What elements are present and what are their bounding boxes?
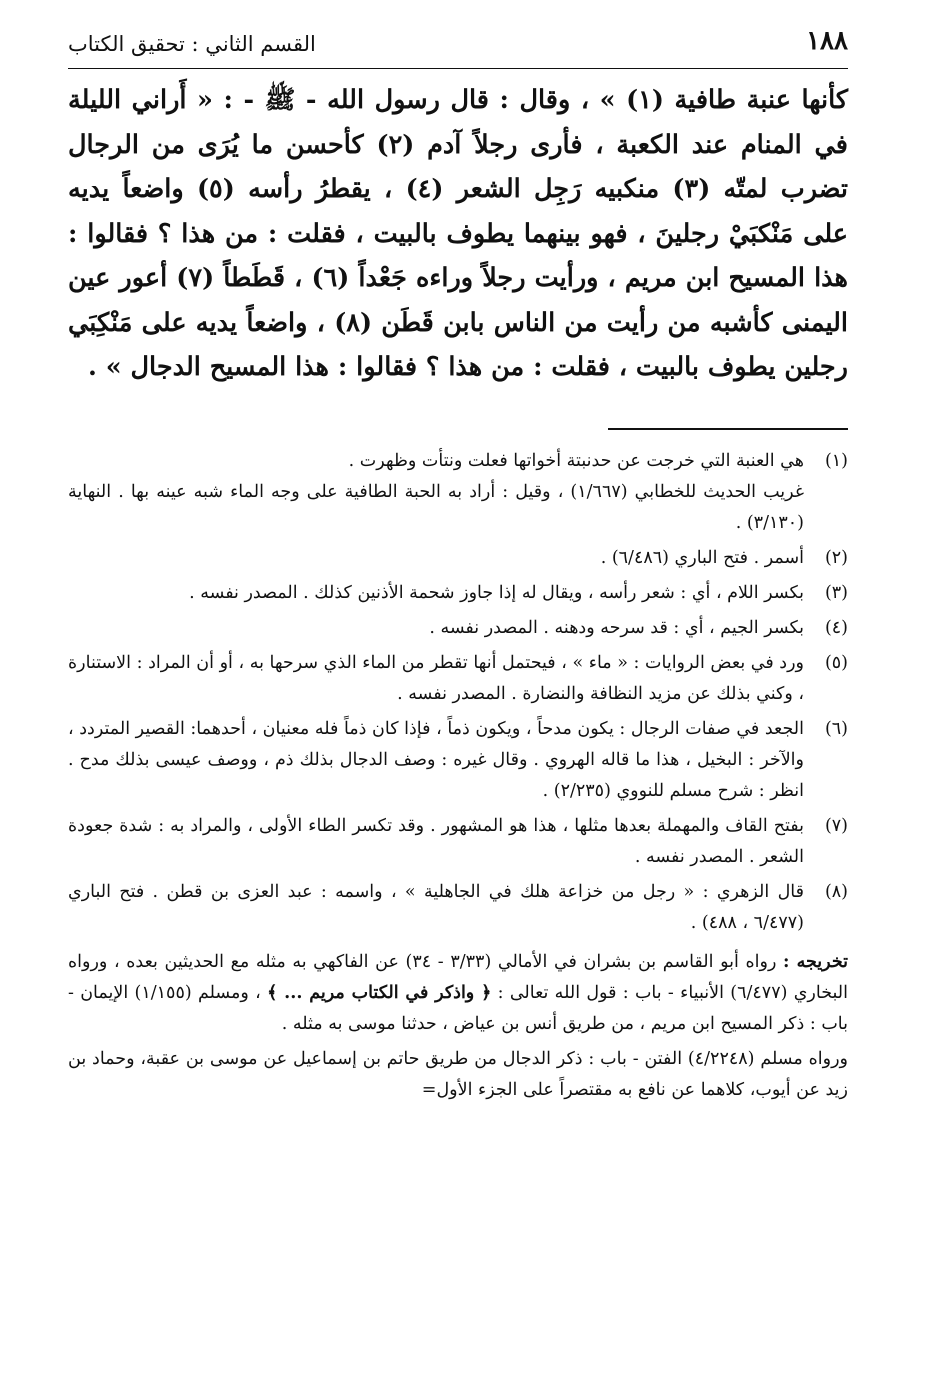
footnote-1 <box>68 446 848 539</box>
footnote-line: هي العنبة التي خرجت عن حدنبتة أخواتها فعلت ونتأت وظهرت . <box>348 451 804 471</box>
takhrij-text: رواه أبو القاسم بن بشران في الأمالي (٣/٣٣ - ٣٤) عن الفاكهي به مثله مع الحديثين بعده ، ورواه البخاري (٦/٤٧٧) الأنبياء - باب : قول الله تعالى : <box>68 952 848 1003</box>
hadith-text <box>68 78 848 390</box>
takhrij-section <box>68 947 848 1106</box>
quran-quote: ﴿ واذكر في الكتاب مريم ... ﴾ <box>267 983 492 1003</box>
footnote-body <box>68 648 804 710</box>
footnotes <box>68 446 848 1110</box>
footnote-body <box>68 877 804 939</box>
footnote-number: (٨) <box>824 882 848 902</box>
footnote-body <box>68 613 804 644</box>
book-page <box>68 22 848 1362</box>
footnote-line: أسمر . فتح الباري (٦/٤٨٦) . <box>600 548 804 568</box>
footnote-line: بكسر الجيم ، أي : قد سرحه ودهنه . المصدر نفسه . <box>429 618 804 638</box>
footnote-body <box>68 714 804 807</box>
running-header <box>68 22 848 69</box>
takhrij-paragraph: ورواه مسلم (٤/٢٢٤٨) الفتن - باب : ذكر الدجال من طريق حاتم بن إسماعيل عن موسى بن عقبة، وحماد بن زيد عن أيوب، كلاهما عن نافع به مقتصراً على الجزء الأول= <box>68 1049 848 1100</box>
footnote-line: الجعد في صفات الرجال : يكون مدحاً ، ويكون ذماً ، فإذا كان ذماً فله معنيان ، أحدهما: القصير المتردد ، والآخر : البخيل ، هذا ما قاله الهروي . وقال غيره : وصف الدجال بذلك ذم ، ووصف عيسى بذلك مدح . انظر : شرح مسلم للنووي (٢/٢٣٥) . <box>68 719 804 801</box>
footnote-line: بفتح القاف والمهملة بعدها مثلها ، هذا هو المشهور . وقد تكسر الطاء الأولى ، والمراد به : شدة جعودة الشعر . المصدر نفسه . <box>68 816 804 867</box>
takhrij-label: تخريجه : <box>783 952 849 972</box>
footnote-body <box>68 578 804 609</box>
page-number: ١٨٨ <box>806 26 848 56</box>
footnote-8 <box>68 877 848 939</box>
footnote-4 <box>68 613 848 644</box>
footnote-2 <box>68 543 848 574</box>
takhrij-paragraph <box>68 947 848 1040</box>
takhrij-text: ، ومسلم (١/١٥٥) الإيمان - باب : ذكر المسيح ابن مريم ، من طريق أنس بن عياض ، حدثنا موسى به مثله . <box>68 983 848 1034</box>
footnote-line: غريب الحديث للخطابي (١/٦٦٧) ، وقيل : أراد به الحبة الطافية على وجه الماء شبه عينه بها . النهاية (٣/١٣٠) . <box>68 482 804 533</box>
hadith-paragraph: كأنها عنبة طافية (١) » ، وقال : قال رسول الله - ﷺ - : « أَراني الليلة في المنام عند الكعبة ، فأرى رجلاً آدم (٢) كأحسن ما يُرَى من الرجال تضرب لمتّه (٣) منكبيه رَجِل الشعر (٤) ، يقطرُ رأسه (٥) واضعاً يديه على مَنْكبَيْ رجلينَ ، فهو بينهما يطوف بالبيت ، فقلت : من هذا ؟ فقالوا : هذا المسيح ابن مريم ، ورأيت رجلاً وراءه جَعْداً (٦) ، قَطَطاً (٧) أعور عين اليمنى كأشبه من رأيت من الناس بابن قَطَن (٨) ، واضعاً يديه على مَنْكِبَي رجلين يطوف بالبيت ، فقلت : من هذا ؟ فقالوا : هذا المسيح الدجال » . <box>68 85 848 382</box>
footnote-line: قال الزهري : « رجل من خزاعة هلك في الجاهلية » ، واسمه : عبد العزى بن قطن . فتح الباري (٦/٤٧٧ ، ٤٨٨) . <box>68 882 804 933</box>
footnote-number: (١) <box>824 451 848 471</box>
section-title: القسم الثاني : تحقيق الكتاب <box>68 32 316 56</box>
footnote-5 <box>68 648 848 710</box>
footnote-number: (٦) <box>824 719 848 739</box>
footnote-7 <box>68 811 848 873</box>
footnote-line: بكسر اللام ، أي : شعر رأسه ، ويقال له إذا جاوز شحمة الأذنين كذلك . المصدر نفسه . <box>189 583 804 603</box>
footnote-body <box>68 543 804 574</box>
footnote-number: (٢) <box>824 548 848 568</box>
footnote-3 <box>68 578 848 609</box>
footnote-6 <box>68 714 848 807</box>
footnote-body <box>68 446 804 539</box>
footnote-divider <box>608 428 848 430</box>
footnote-number: (٧) <box>824 816 848 836</box>
footnote-number: (٣) <box>824 583 848 603</box>
footnote-body <box>68 811 804 873</box>
footnote-number: (٥) <box>824 653 848 673</box>
footnote-number: (٤) <box>824 618 848 638</box>
footnote-line: ورد في بعض الروايات : « ماء » ، فيحتمل أنها تقطر من الماء الذي سرحها به ، أو أن المراد : الاستنارة ، وكني بذلك عن مزيد النظافة والنضارة . المصدر نفسه . <box>68 653 804 704</box>
